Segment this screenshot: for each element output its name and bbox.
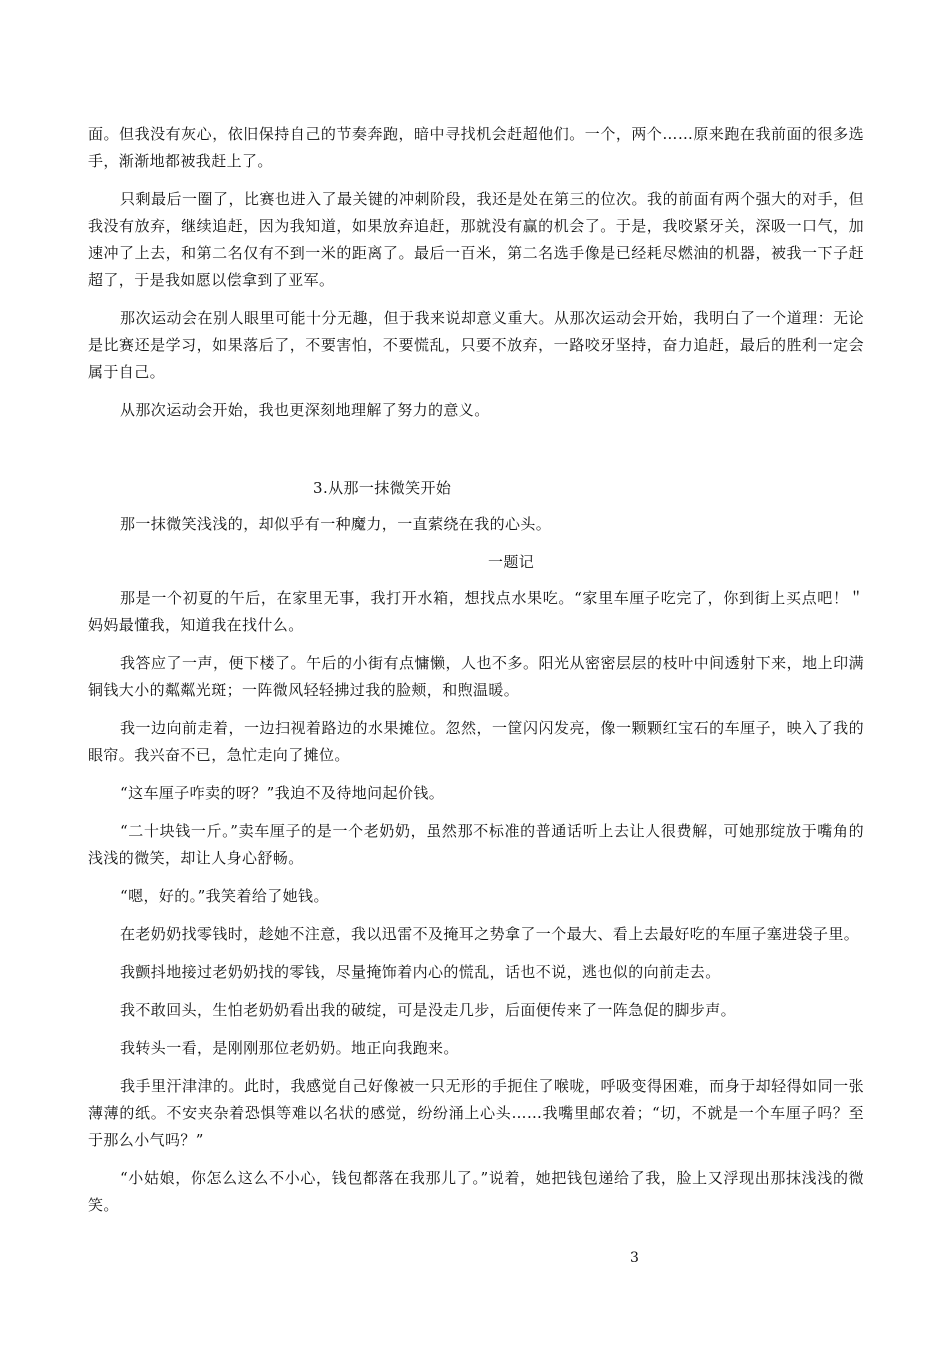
paragraph: 我转头一看，是刚刚那位老奶奶。地正向我跑来。 — [120, 1039, 459, 1057]
epigraph: 那一抹微笑浅浅的，却似乎有一种魔力，一直萦绕在我的心头。 — [120, 515, 552, 533]
section-title: 3.从那一抹微笑开始 — [313, 479, 452, 497]
paragraph: 在老奶奶找零钱时，趁她不注意，我以迅雷不及掩耳之势拿了一个最大、看上去最好吃的车厘子塞进袋子里。 — [120, 925, 860, 943]
paragraph: 只剩最后一圈了，比赛也进入了最关键的冲刺阶段，我还是处在第三的位次。我的前面有两个强大的对手，但我没有放弃，继续追赶，因为我知道，如果放弃追赶，那就没有赢的机会了。于是，我咬紧牙关，深吸一口气，加速冲了上去，和第二名仅有不到一米的距离了。最后一百米，第二名选手像是已经耗尽燃油的机器，被我一下子赶超了，于是我如愿以偿拿到了亚军。 — [88, 190, 864, 289]
paragraph: “小姑娘，你怎么这么不小心，钱包都落在我那儿了。”说着，她把钱包递给了我，脸上又浮现出那抹浅浅的微笑。 — [88, 1169, 864, 1214]
paragraph: “这车厘子咋卖的呀？”我迫不及待地问起价钱。 — [120, 784, 445, 802]
paragraph: 面。但我没有灰心，依旧保持自己的节奏奔跑，暗中寻找机会赶超他们。一个，两个……原来跑在我前面的很多选手，渐渐地都被我赶上了。 — [88, 125, 864, 170]
paragraph: “嗯，好的。”我笑着给了她钱。 — [120, 887, 329, 905]
body-text — [88, 121, 864, 1230]
section-spacer — [88, 435, 864, 475]
paragraph: 从那次运动会开始，我也更深刻地理解了努力的意义。 — [120, 401, 490, 419]
epigraph-inscription: 一题记 — [488, 553, 535, 571]
page-number: 3 — [630, 1250, 639, 1266]
paragraph: 我手里汗津津的。此时，我感觉自己好像被一只无形的手扼住了喉咙，呼吸变得困难，而身于却轻得如同一张薄薄的纸。不安夹杂着恐惧等难以名状的感觉，纷纷涌上心头……我嘴里邮农着；“切，不就是一个车厘子吗？至于那么小气吗？” — [88, 1077, 864, 1149]
paragraph: “二十块钱一斤。”卖车厘子的是一个老奶奶，虽然那不标准的普通话听上去让人很费解，可她那绽放于嘴角的浅浅的微笑，却让人身心舒畅。 — [88, 822, 864, 867]
paragraph: 我颤抖地接过老奶奶找的零钱，尽量掩饰着内心的慌乱，话也不说，逃也似的向前走去。 — [120, 963, 721, 981]
paragraph: 那次运动会在别人眼里可能十分无趣，但于我来说却意义重大。从那次运动会开始，我明白了一个道理：无论是比赛还是学习，如果落后了，不要害怕，不要慌乱，只要不放弃，一路咬牙坚持，奋力追赶，最后的胜利一定会属于自己。 — [88, 309, 864, 381]
paragraph: 我答应了一声，便下楼了。午后的小街有点慵懒，人也不多。阳光从密密层层的枝叶中间透射下来，地上印满铜钱大小的粼粼光斑；一阵微风轻轻拂过我的脸颊，和煦温暖。 — [88, 654, 864, 699]
paragraph: 我一边向前走着，一边扫视着路边的水果摊位。忽然，一筐闪闪发亮，像一颗颗红宝石的车厘子，映入了我的眼帘。我兴奋不已，急忙走向了摊位。 — [88, 719, 864, 764]
paragraph: 我不敢回头，生怕老奶奶看出我的破绽，可是没走几步，后面便传来了一阵急促的脚步声。 — [120, 1001, 737, 1019]
paragraph: 那是一个初夏的午后，在家里无事，我打开水箱，想找点水果吃。“家里车厘子吃完了，你到街上买点吧！＂妈妈最懂我，知道我在找什么。 — [88, 589, 864, 634]
